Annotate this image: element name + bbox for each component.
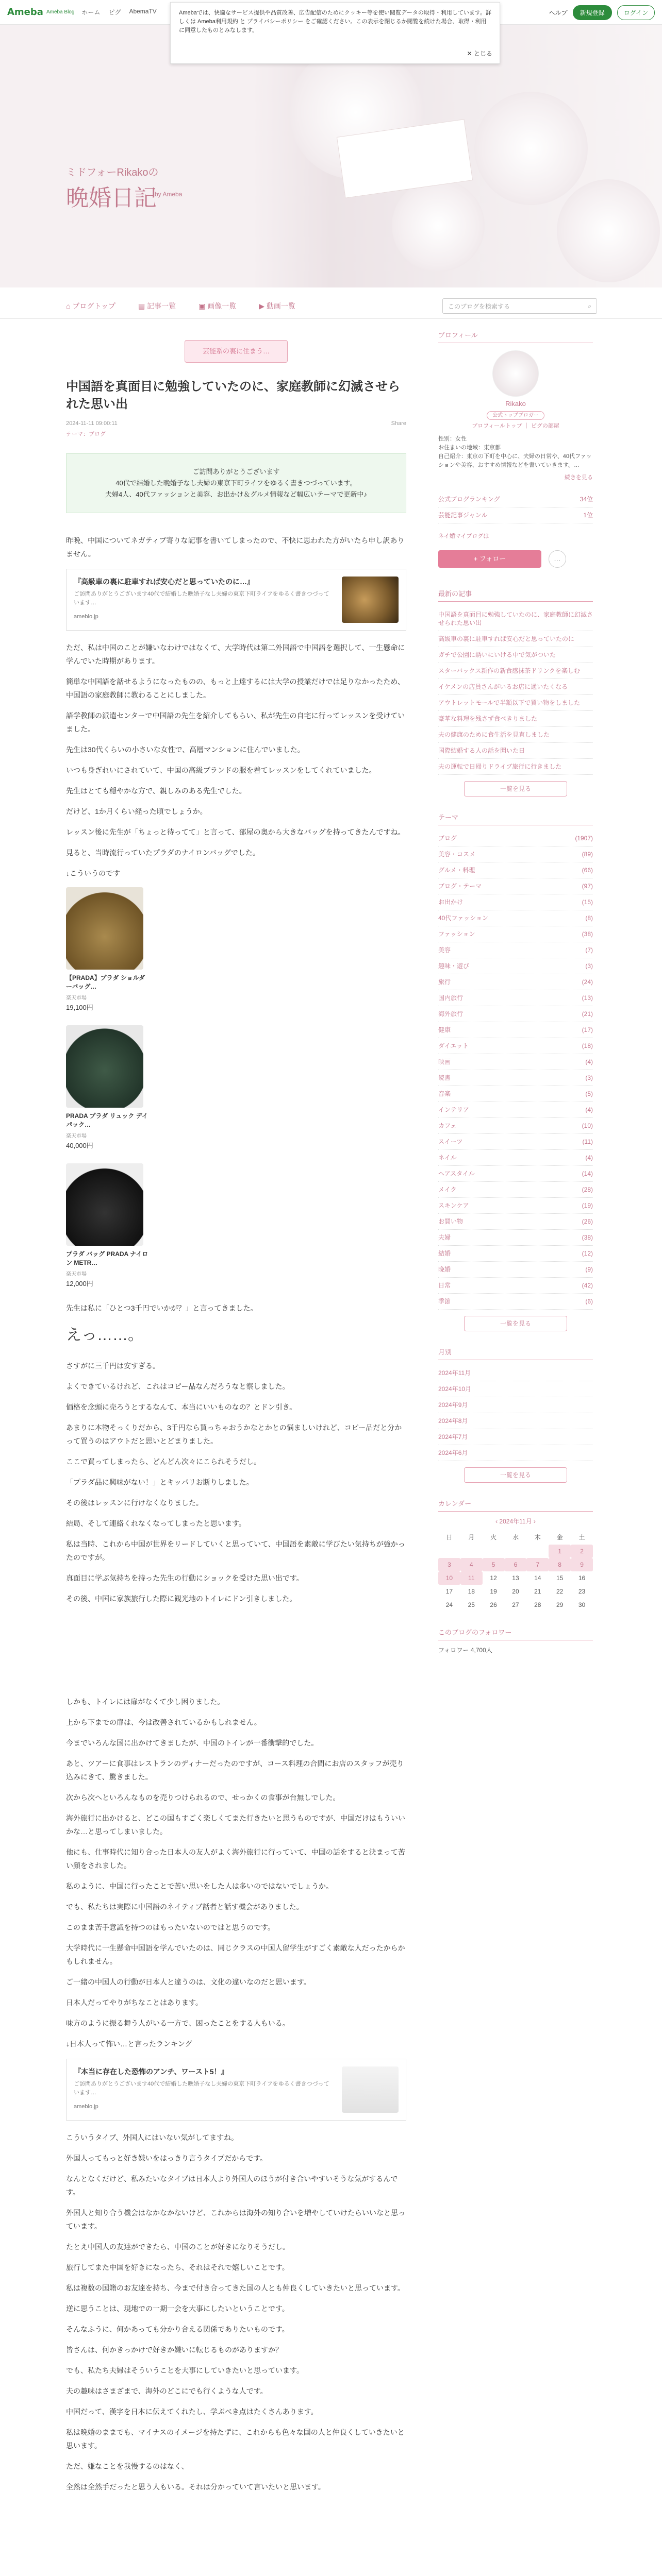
top-nav-home[interactable]: ホーム [81, 9, 101, 16]
article-title: 中国語を真面目に勉強していたのに、家庭教師に幻滅させられた思い出 [66, 380, 400, 411]
flower-decoration [474, 92, 588, 205]
profile-intro: 自己紹介：東京の下町を中心に、夫婦の日常や、40代ファッションや美容、おすすめ情報などを書いていきます。… [438, 453, 592, 468]
article-paragraph: 先生は私に「ひとつ3千円でいかが？」と言ってきました。 [66, 1304, 258, 1312]
theme-item[interactable]: 夫婦 (38) [438, 1230, 593, 1246]
calendar-day[interactable]: 22 [556, 1588, 564, 1595]
calendar-day [438, 1545, 460, 1558]
article-paragraph: 先生は30代くらいの小さいな女性で、高層マンションに住んでいました。 [66, 745, 305, 754]
product-price: 19,100円 [66, 1004, 93, 1011]
cookie-close-button[interactable]: ✕ とじる [467, 50, 492, 57]
calendar-day[interactable]: 3 [438, 1558, 460, 1571]
calendar-next-icon[interactable]: › [533, 1518, 536, 1525]
theme-item[interactable]: ブログ (1907) [438, 831, 593, 846]
archive-item[interactable]: 2024年8月 [438, 1413, 593, 1429]
link-card-desc: ご訪問ありがとうございます40代で結婚した晩婚子なし夫婦の東京下町ライフをゆるく書きつづっています… [74, 2081, 329, 2096]
theme-item[interactable]: 映画 (4) [438, 1054, 593, 1070]
product-image [66, 887, 143, 970]
article-paragraph: しかも、トイレには扉がなくて少し困りました。 [66, 1698, 225, 1706]
article-paragraph: このまま苦手意識を持つのはもったいないのではと思うのです。 [66, 1923, 275, 1931]
link-card-thumbnail [342, 577, 399, 623]
theme-item[interactable]: ヘアスタイル (14) [438, 1166, 593, 1182]
recent-more-button[interactable]: 一覧を見る [464, 781, 567, 796]
product-card[interactable] [66, 1025, 148, 1150]
greeting-line: 夫婦4人、40代ファッションと美容、お出かけ＆グルメ情報など幅広いテーマで更新中♪ [105, 490, 367, 498]
calendar-day[interactable]: 25 [468, 1601, 475, 1608]
product-card[interactable] [66, 1163, 148, 1288]
theme-item[interactable]: 国内旅行 (13) [438, 990, 593, 1006]
theme-item[interactable]: グルメ・料理 (66) [438, 862, 593, 878]
theme-item[interactable]: スキンケア (19) [438, 1198, 593, 1214]
sidebar: プロフィール Rikako 公式トップブロガー プロフィールトップ ｜ ピグの部屋 性別：女性 お住まいの地域：東京都 自己紹介：東京の下町を中心に、夫婦の日常や、40代ファッションや美容、おすすめ情報などを書いていきます。… 続きを見る 公式ブログランキング 34位 芸能記事ジャンル 1位 ネイ婚マイブログは + フォロー … 最新の記事 中国語を真面目に勉強していたのに、家庭教師に幻滅させられた思い出 高級車の裏に駐車すれば安心だと思っていたのに ガチで公園に誘いにいける中で気がついた スターバックス新作の新食感抹茶ドリンクを楽しむ イケメンの店員さんがいるお店に通いたくなる アウトレットモールで半額以下で買い物をしました 豪華な料理を残さず食べきりました 夫の健康のために食生活を見直しました 国際結婚する人の話を聞いた日 夫の運転で日帰りドライブ旅行に行きました 一覧を見る テーマ ブログ (1907) 美容・コスメ (89) グルメ・料理 (66) ブログ・テーマ (97) お出かけ (15) 40代ファッション (8) ファッション (38) 美容 (7) 趣味・遊び (3) 旅行 (24) 国内旅行 (13) 海外旅行 (21) 健康 (17) ダイエット (18) 映画 (4) 読書 (3) 音楽 (5) インテリア (4) カフェ (10) スイーツ (11) ネイル (4) ヘアスタイル (14) メイク (28) スキンケア (19) お買い物 (26) 夫婦 (38) 結婚 (12) 晩婚 (9) 日常 (42) 季節 (6) 一覧を見る 月別 2024年11月 2024年10月 2024年9月 2024年8月 2024年7月 2024年6月 一覧を見る カレンダー ‹ 2024年11月 › 日 月 火 水 木 金 土 1 2 3 4 5 6 7 8 9 10 11 12 13 14 15 16 17 18 19 20 21 22 23 24 25 26 27 28 29 30 このブログのフォロワー フォロワー 4,700人 [438, 330, 593, 1654]
link-card-thumbnail [342, 2066, 399, 2113]
article-paragraph: さすがに三千円は安すぎる。 [66, 1362, 160, 1370]
link-card-title: 『高級車の裏に駐車すれば安心だと思っていたのに…』 [74, 578, 254, 586]
recent-item[interactable]: アウトレットモールで半額以下で買い物をしました [438, 695, 593, 711]
emphasis-text: えっ……。 [66, 1327, 143, 1344]
article-paragraph: 日本人だってやりがちなことはあります。 [66, 1998, 203, 2007]
login-button[interactable]: ログイン [617, 5, 655, 20]
theme-item[interactable]: お出かけ (15) [438, 894, 593, 910]
article-paragraph: 大学時代に一生懸命中国語を学んでいたのは、同じクラスの中国人留学生がすごく素敵な人だったからかもしれません。 [66, 1944, 405, 1965]
cookie-notice [170, 2, 500, 64]
article-paragraph: 私は晩婚のままでも、マイナスのイメージを持たずに、これからも色々な国の人と仲良くしていきたいと思います。 [66, 2428, 405, 2450]
article-paragraph: でも、私たちは実際に中国語のネイティブ話者と話す機会がありました。 [66, 1903, 304, 1911]
article-paragraph: 次から次へといろんなものを売りつけられるので、せっかくの食事が台無しでした。 [66, 1793, 340, 1802]
theme-more-button[interactable]: 一覧を見る [464, 1316, 567, 1331]
article-paragraph: よくできているけれど、これはコピー品なんだろうなと察しました。 [66, 1382, 290, 1391]
calendar-day[interactable]: 4 [460, 1558, 483, 1571]
article-paragraph: でも、私たち夫婦はそういうことを大事にしていきたいと思っています。 [66, 2366, 304, 2375]
article-paragraph: こういうタイプ、外国人にはいない気がしてますね。 [66, 2133, 239, 2142]
calendar-weekday: 月 [468, 1534, 475, 1541]
calendar-day[interactable]: 23 [578, 1588, 586, 1595]
product-name: プラダ バッグ PRADA ナイロン METR… [66, 1250, 148, 1266]
article-paragraph: なんとなくだけど、私みたいなタイプは日本人より外国人のほうが付き合いやすいそうな気がするんです。 [66, 2175, 398, 2196]
calendar-day[interactable]: 18 [468, 1588, 475, 1595]
calendar-month: ‹ 2024年11月 › [495, 1518, 536, 1525]
nav-divider [0, 318, 662, 319]
theme-item[interactable]: 季節 (6) [438, 1294, 593, 1310]
profile-top-link[interactable]: プロフィールトップ [472, 423, 522, 429]
search-icon[interactable]: ⌕ [588, 302, 591, 310]
calendar-day[interactable]: 6 [505, 1558, 527, 1571]
article-paragraph: 海外旅行に出かけると、どこの国もすごく楽しくてまた行きたいと思うものですが、中国だけはもういいかな…と思ってしまいました。 [66, 1814, 405, 1836]
article-paragraph: 価格を念頭に売ろうとするなんて、本当にいいものなの？とドン引き。 [66, 1403, 297, 1411]
main-content [66, 330, 406, 2501]
blog-link-card[interactable] [66, 569, 406, 631]
calendar-day[interactable]: 1 [549, 1545, 571, 1558]
theme-item[interactable]: インテリア (4) [438, 1102, 593, 1118]
ranking-item[interactable]: 公式ブログランキング 34位 [438, 492, 593, 507]
cookie-text: Amebaでは、快適なサービス提供や品質改善、広告配信のためにクッキー等を使い閲覧データの取得・利用しています。詳しくは Ameba利用規約 と プライバシーポリシー をご確認ください。この表示を閉じるか閲覧を続けた場合、取得・利用に同意したものとみなします。 [179, 10, 491, 33]
article-paragraph: 全然は全然手だったと思う人もいる。それは分かっていて言いたいと思います。 [66, 2483, 325, 2491]
product-shop: 楽天市場 [66, 1272, 87, 1277]
article-paragraph: 見ると、当時流行っていたプラダのナイロンバッグでした。 [66, 849, 260, 857]
product-image [66, 1163, 143, 1246]
theme-item[interactable]: 晩婚 (9) [438, 1262, 593, 1278]
calendar-day[interactable]: 27 [512, 1601, 519, 1608]
calendar-day[interactable]: 26 [490, 1601, 497, 1608]
top-nav [81, 8, 156, 16]
archive-item[interactable]: 2024年11月 [438, 1365, 593, 1381]
calendar-prev-icon[interactable]: ‹ [495, 1518, 498, 1525]
recent-item[interactable]: 夫の運転で日帰りドライブ旅行に行きました [438, 759, 593, 775]
calendar-day[interactable]: 10 [438, 1571, 460, 1585]
theme-item[interactable]: カフェ (10) [438, 1118, 593, 1134]
calendar-day[interactable]: 13 [512, 1574, 519, 1582]
product-price: 40,000円 [66, 1142, 93, 1149]
calendar-day[interactable]: 5 [483, 1558, 505, 1571]
link-card-site: ameblo.jp [74, 2104, 98, 2110]
article-paragraph: 外国人と知り合う機会はなかなかないけど、これからは海外の知り合いを増やしていけたらいいなと思っています。 [66, 2209, 405, 2230]
theme-item[interactable]: 美容 (7) [438, 942, 593, 958]
article-paragraph: 皆さんは、何かきっかけで好きか嫌いに転じるものがありますか？ [66, 2346, 283, 2354]
article-paragraph: あと、ツアーに食事はレストランのディナーだったのですが、コース料理の合間にお店のスタッフが売り込みにきて、驚きました。 [66, 1759, 404, 1781]
article-paragraph: 他にも、仕事時代に知り合った日本人の友人がよく海外旅行に行っていて、中国の話をすると決まって苦い顔をされました。 [66, 1848, 405, 1870]
profile-name[interactable]: Rikako [505, 400, 526, 408]
profile-gender: 性別：女性 [438, 436, 467, 442]
followers-heading: このブログのフォロワー [438, 1627, 593, 1640]
article-paragraph: 私は複数の国籍のお友達を持ち、今まで付き合ってきた国の人とも仲良くしていきたいと思っています。 [66, 2284, 405, 2292]
article-paragraph: 上から下までの扉は、今は改善されているかもしれません。 [66, 1718, 261, 1726]
calendar-day[interactable]: 15 [556, 1574, 564, 1582]
calendar-day[interactable]: 12 [490, 1574, 497, 1582]
article-paragraph: 「プラダ品に興味がない！」とキッパリお断りしました。 [66, 1478, 254, 1486]
theme-list [438, 831, 593, 1310]
theme-item[interactable]: メイク (28) [438, 1182, 593, 1198]
more-options-button[interactable]: … [549, 550, 566, 568]
register-button[interactable]: 新規登録 [573, 5, 612, 20]
calendar-day[interactable]: 28 [534, 1601, 541, 1608]
theme-heading: テーマ [438, 812, 593, 825]
products-intro: ↓こういうのです [66, 869, 120, 877]
calendar-day[interactable]: 20 [512, 1588, 519, 1595]
article-paragraph: そんなふうに、何かあっても分かり合える関係でありたいものです。 [66, 2325, 289, 2333]
calendar-weekday: 火 [490, 1534, 497, 1541]
archive-more-button[interactable]: 一覧を見る [464, 1467, 567, 1483]
theme-item[interactable]: 音楽 (5) [438, 1086, 593, 1102]
theme-item[interactable]: ブログ・テーマ (97) [438, 878, 593, 894]
calendar-day [460, 1545, 483, 1558]
ranking-list [438, 492, 593, 523]
article-paragraph: その後はレッスンに行けなくなりました。 [66, 1499, 203, 1507]
calendar-weekday: 金 [556, 1534, 563, 1541]
archive-heading: 月別 [438, 1347, 593, 1360]
article-paragraph: 外国人ってもっと好き嫌いをはっきり言うタイプだからです。 [66, 2154, 268, 2162]
recent-item[interactable]: 中国語を真面目に勉強していたのに、家庭教師に幻滅させられた思い出 [438, 607, 593, 631]
product-image [66, 1025, 143, 1108]
article-paragraph: 中国だって、漢字を日本に伝えてくれたし、学ぶべき点はたくさんあります。 [66, 2408, 318, 2416]
article-meta [66, 420, 406, 427]
product-price: 12,000円 [66, 1280, 93, 1287]
calendar-day[interactable]: 14 [534, 1574, 541, 1582]
blog-title-by: by Ameba [155, 191, 183, 198]
pigg-room-link[interactable]: ピグの部屋 [531, 423, 559, 429]
calendar-day[interactable]: 2 [571, 1545, 593, 1558]
avatar[interactable] [492, 350, 539, 397]
official-badge: 公式トップブロガー [487, 411, 544, 420]
ranking-item[interactable]: 芸能記事ジャンル 1位 [438, 507, 593, 523]
calendar-weekday: 土 [578, 1534, 585, 1541]
recent-item[interactable]: 国際結婚する人の話を聞いた日 [438, 743, 593, 759]
theme-item[interactable]: 旅行 (24) [438, 974, 593, 990]
theme-item[interactable]: 美容・コスメ (89) [438, 846, 593, 862]
calendar-day[interactable]: 19 [490, 1588, 497, 1595]
article-paragraph: その後、中国に家族旅行した際に観光地のトイレにドン引きしました。 [66, 1595, 297, 1603]
theme-item[interactable]: 40代ファッション (8) [438, 910, 593, 926]
article-paragraph: ここで買ってしまったら、どんどん次々にこられそうだし。 [66, 1458, 261, 1466]
calendar-day[interactable]: 17 [445, 1588, 453, 1595]
theme-item[interactable]: 海外旅行 (21) [438, 1006, 593, 1022]
calendar-day [483, 1545, 505, 1558]
archive-item[interactable]: 2024年7月 [438, 1429, 593, 1445]
greeting-line: 40代で結婚した晩婚子なし夫婦の東京下町ライフをゆるく書きつづっています。 [115, 479, 357, 487]
theme-item[interactable]: 日常 (42) [438, 1278, 593, 1294]
calendar-day[interactable]: 21 [534, 1588, 541, 1595]
recent-item[interactable]: イケメンの店員さんがいるお店に通いたくなる [438, 679, 593, 695]
recent-heading: 最新の記事 [438, 588, 593, 602]
greeting-line: ご訪問ありがとうございます [192, 468, 280, 476]
theme-item[interactable]: お買い物 (26) [438, 1214, 593, 1230]
product-shop: 楽天市場 [66, 1133, 87, 1139]
calendar-weekday: 木 [534, 1534, 541, 1541]
blog-link-card[interactable] [66, 2059, 406, 2121]
calendar-day[interactable]: 11 [460, 1571, 483, 1585]
archive-item[interactable]: 2024年6月 [438, 1445, 593, 1461]
theme-item[interactable]: ファッション (38) [438, 926, 593, 942]
recent-item[interactable]: 豪華な料理を残さず食べきりました [438, 711, 593, 727]
article-paragraph: ご一緒の中国人の行動が日本人と違うのは、文化の違いなのだと思います。 [66, 1978, 311, 1986]
ameba-logo[interactable]: Ameba [7, 7, 43, 18]
genre-label[interactable]: ネイ婚マイブログは [438, 533, 489, 539]
link-card-title: 『本当に存在した恐怖のアンチ、ワースト5！』 [74, 2067, 228, 2076]
calendar-day [526, 1545, 549, 1558]
recent-item[interactable]: 夫の健康のために食生活を見直しました [438, 727, 593, 743]
recent-list [438, 607, 593, 775]
article-paragraph: たとえ中国人の友達ができたら、中国のことが好きになりそうだし。 [66, 2243, 290, 2251]
article-paragraph: だけど、1か月くらい経った頃でしょうか。 [66, 807, 207, 816]
related-pill-button[interactable]: 芸能系の裏に住まう… [185, 340, 288, 363]
article-paragraph: ただ、嫌なことを我慢するのはなく、 [66, 2462, 189, 2470]
calendar-table [438, 1530, 593, 1612]
archive-item[interactable]: 2024年10月 [438, 1381, 593, 1397]
help-link[interactable]: ヘルプ [549, 9, 568, 16]
profile-more-link[interactable]: 続きを見る [565, 474, 593, 481]
article-paragraph: レッスン後に先生が「ちょっと待ってて」と言って、部屋の奥から大きなバッグを持ってきたんですね。 [66, 828, 405, 836]
archive-item[interactable]: 2024年9月 [438, 1397, 593, 1413]
ranking-intro: ↓日本人って怖い…と言ったランキング [66, 2040, 192, 2048]
article-paragraph: 夫の趣味はさまざまで、海外のどこにでも行くような人です。 [66, 2387, 268, 2395]
link-card-site: ameblo.jp [74, 614, 98, 620]
top-right-actions [549, 5, 655, 20]
article-paragraph: ただ、私は中国のことが嫌いなわけではなくて、大学時代は第二外国語で中国語を選択して、一生懸命に学んでいた時期があります。 [66, 643, 405, 665]
calendar-day [505, 1545, 527, 1558]
blog-title[interactable]: 晩婚日記 [66, 185, 157, 211]
nav-video-list[interactable]: ▶ 動画一覧 [259, 302, 295, 310]
theme-item[interactable]: 健康 (17) [438, 1022, 593, 1038]
nav-article-list[interactable]: ▤ 記事一覧 [138, 302, 176, 310]
flower-decoration [557, 179, 660, 282]
recent-item[interactable]: 高級車の裏に駐車すれば安心だと思っていたのに [438, 631, 593, 647]
product-name: 【PRADA】プラダ ショルダーバッグ… [66, 974, 145, 990]
article-date: 2024-11-11 09:00:11 [66, 420, 118, 427]
theme-item[interactable]: ネイル (4) [438, 1150, 593, 1166]
top-nav-abema[interactable]: AbemaTV [129, 8, 157, 15]
nav-image-list[interactable]: ▣ 画像一覧 [198, 302, 237, 310]
archive-list [438, 1365, 593, 1461]
calendar-day[interactable]: 16 [578, 1574, 586, 1582]
blog-search-input[interactable]: このブログを検索する ⌕ [442, 298, 597, 314]
theme-item[interactable]: スイーツ (11) [438, 1134, 593, 1150]
calendar-day[interactable]: 30 [578, 1601, 586, 1608]
calendar-weekday: 水 [512, 1534, 519, 1541]
flower-decoration [392, 179, 485, 272]
theme-item[interactable]: 結婚 (12) [438, 1246, 593, 1262]
nav-blog-top[interactable]: ⌂ ブログトップ [66, 302, 115, 310]
product-shop: 楽天市場 [66, 995, 87, 1001]
article-paragraph: 旅行してまた中国を好きになったら、それはそれで嬉しいことです。 [66, 2263, 289, 2272]
calendar-day[interactable]: 7 [526, 1558, 549, 1571]
followers-count: フォロワー 4,700人 [438, 1647, 492, 1654]
calendar-day[interactable]: 24 [445, 1601, 453, 1608]
calendar-day[interactable]: 29 [556, 1601, 564, 1608]
calendar-heading: カレンダー [438, 1498, 593, 1512]
article-paragraph: いつも身ぎれいにされていて、中国の高級ブランドの服を着てレッスンをしてくれていました。 [66, 766, 376, 774]
article-paragraph: 真面目に学ぶ気持ちを持った先生の行動にショックを受けた思い出です。 [66, 1574, 304, 1582]
article-theme[interactable]: テーマ：ブログ [66, 431, 106, 437]
theme-item[interactable]: 読書 (3) [438, 1070, 593, 1086]
article-paragraph: 簡単な中国語を話せるようになったものの、もっと上達するには大学の授業だけでは足りなかったため、中国語の家庭教師に教わることにしました。 [66, 677, 405, 699]
header-banner [0, 25, 662, 287]
article-paragraph: 今までいろんな国に出かけてきましたが、中国のトイレが一番衝撃的でした。 [66, 1739, 319, 1747]
article-paragraph: 私のように、中国に行ったことで苦い思いをした人は多いのではないでしょうか。 [66, 1882, 333, 1890]
product-name: PRADA プラダ リュック デイパック… [66, 1112, 148, 1128]
calendar-day[interactable]: 8 [549, 1558, 571, 1571]
product-card[interactable] [66, 887, 148, 1012]
article-paragraph: 私は当時、これから中国が世界をリードしていくと思っていて、中国語を素敵に学びたい気持ちが強かったのですが。 [66, 1540, 405, 1562]
profile-area: お住まいの地域：東京都 [438, 445, 501, 451]
blog-nav [66, 296, 597, 316]
article-paragraph: 語学教師の派遣センターで中国語の先生を紹介してもらい、私が先生の自宅に行ってレッスンを受けていました。 [66, 711, 405, 733]
theme-item[interactable]: 趣味・遊び (3) [438, 958, 593, 974]
calendar-day[interactable]: 9 [571, 1558, 593, 1571]
greeting-box [66, 453, 406, 513]
calendar-weekday: 日 [446, 1534, 453, 1541]
follow-button[interactable]: + フォロー [438, 550, 541, 568]
theme-item[interactable]: ダイエット (18) [438, 1038, 593, 1054]
blog-subtitle: ミドフォーRikakoの [66, 167, 159, 178]
recent-item[interactable]: ガチで公園に誘いにいける中で気がついた [438, 647, 593, 663]
recent-item[interactable]: スターバックス新作の新食感抹茶ドリンクを楽しむ [438, 663, 593, 679]
profile-heading: プロフィール [438, 330, 593, 343]
article-paragraph: 先生はとても穏やかな方で、親しみのある先生でした。 [66, 787, 246, 795]
top-nav-pigg[interactable]: ピグ [108, 9, 121, 16]
article-paragraph: 逆に思うことは、現地での一期一会を大事にしたいということです。 [66, 2304, 289, 2313]
share-button[interactable]: Share [391, 420, 406, 427]
article-paragraph: あまりに本物そっくりだから、3千円なら買っちゃおうかなとかとの悩ましいけれど、コピー品だと分かって買うのはアウトだと思いとどまりました。 [66, 1423, 402, 1445]
link-card-desc: ご訪問ありがとうございます40代で結婚した晩婚子なし夫婦の東京下町ライフをゆるく書きつづっています… [74, 591, 329, 606]
article-paragraph: 結局、そして連絡くれなくなってしまったと思います。 [66, 1519, 246, 1528]
ameba-logo-sub: Ameba Blog [46, 9, 75, 15]
article-paragraph: 昨晩、中国についてネガティブ寄りな記事を書いてしまったので、不快に思われた方がいたら申し訳ありません。 [66, 536, 405, 558]
article-paragraph: 味方のように振る舞う人がいる一方で、困ったことをする人もいる。 [66, 2019, 290, 2027]
